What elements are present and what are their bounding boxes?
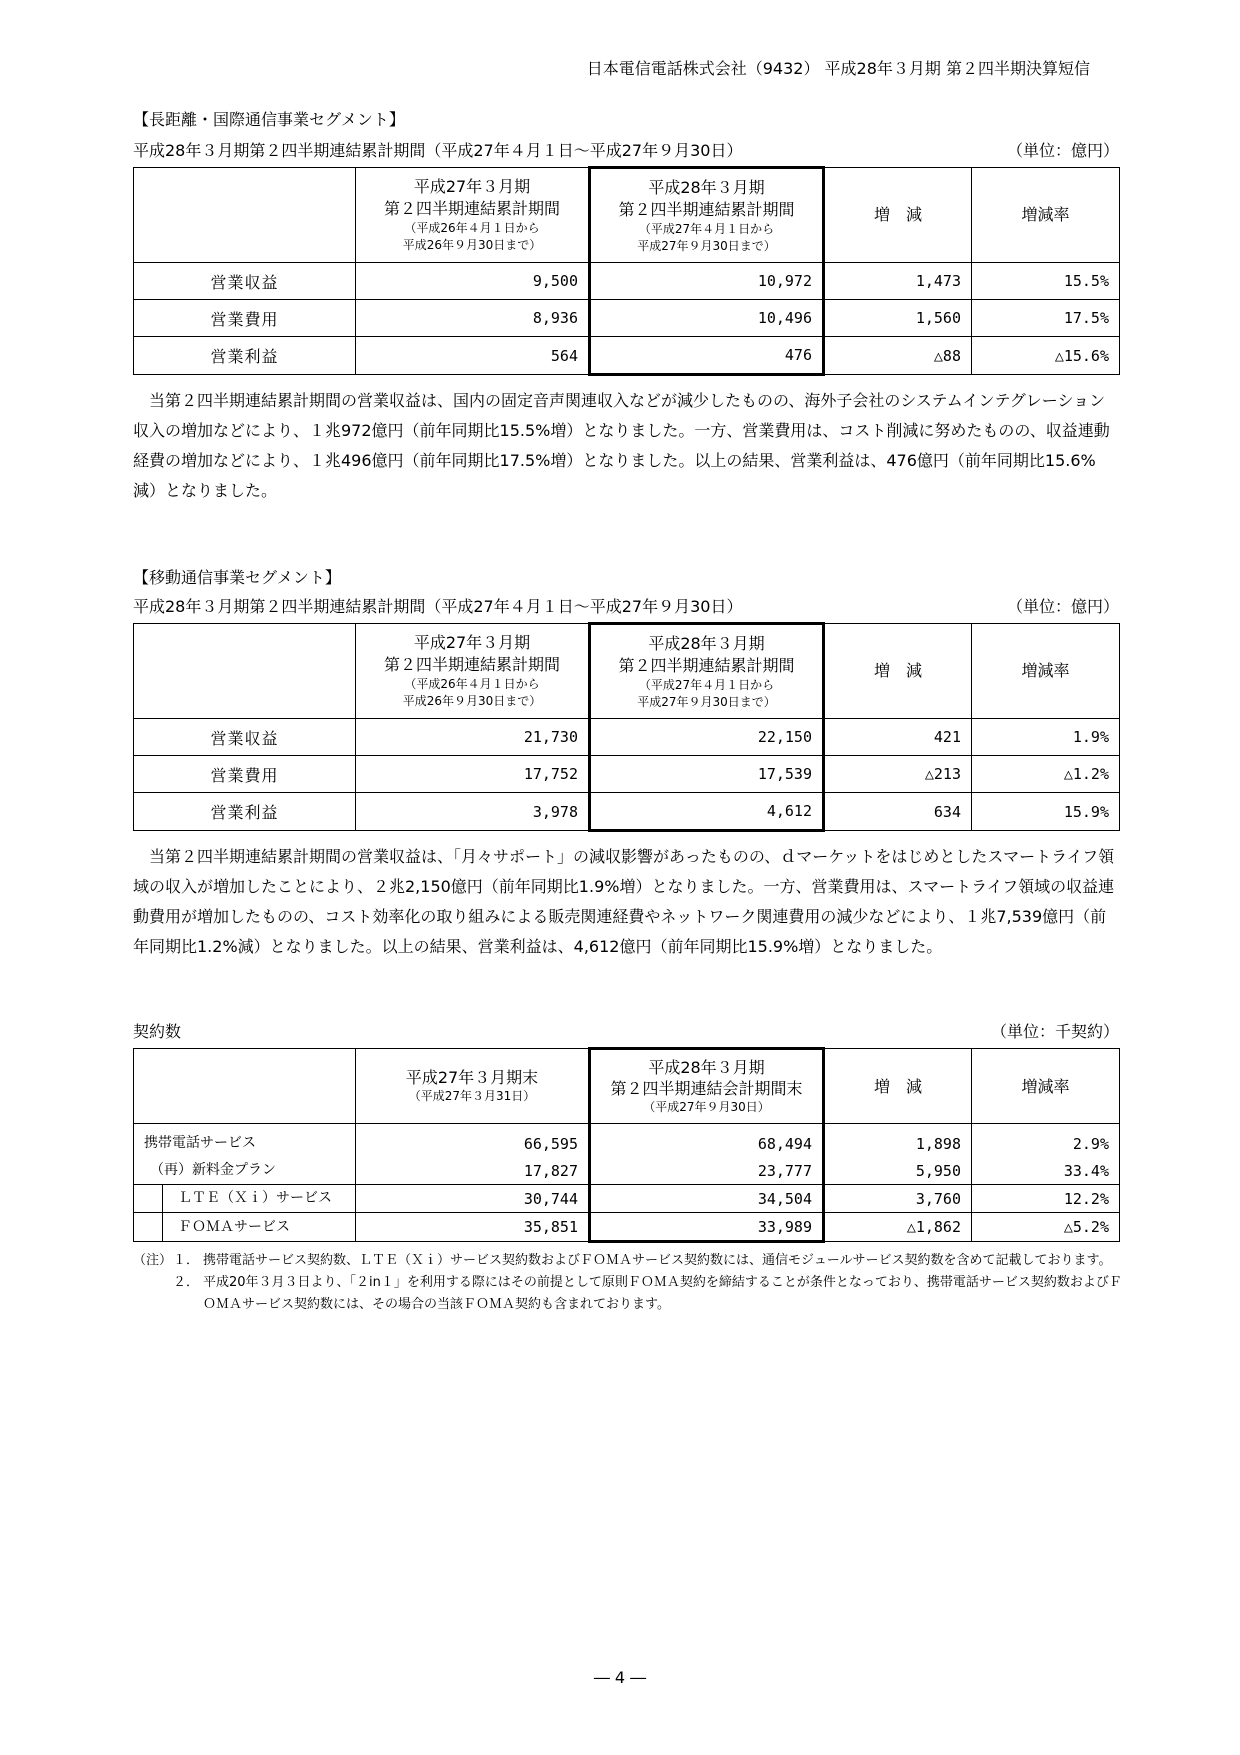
cell-prev: 21,730: [356, 719, 590, 756]
cell-change: 1,473: [824, 263, 972, 300]
cell-change: 421: [824, 719, 972, 756]
cell-cur: 68,494: [590, 1124, 824, 1158]
column-prev-period: 平成27年３月期 第２四半期連結累計期間 （平成26年４月１日から 平成26年９月30日まで）: [356, 168, 590, 263]
footnote-prefix: （注）: [133, 1253, 173, 1268]
cell-change: △1,862: [824, 1213, 972, 1242]
cell-rate: △1.2%: [972, 756, 1120, 793]
cell-cur: 23,777: [590, 1157, 824, 1185]
table-row: [134, 1157, 1120, 1185]
contracts-table: [133, 1047, 1120, 1243]
table-row: [134, 793, 1120, 831]
row-label: 営業収益: [134, 719, 356, 756]
cell-prev: 564: [356, 337, 590, 375]
document-header: 日本電信電話株式会社（9432） 平成28年３月期 第２四半期決算短信: [586, 59, 1090, 78]
column-prev-period: 平成27年３月期 第２四半期連結累計期間 （平成26年４月１日から 平成26年９月30日まで）: [356, 624, 590, 719]
cell-rate: △15.6%: [972, 337, 1120, 375]
footnotes: [133, 1250, 1123, 1316]
column-rate: 増減率: [972, 1049, 1120, 1124]
cell-rate: 2.9%: [972, 1124, 1120, 1158]
column-change: 増 減: [824, 1049, 972, 1124]
segment2-paragraph: 当第２四半期連結累計期間の営業収益は、「月々サポート」の減収影響があったものの、ｄマーケットをはじめとしたスマートライフ領域の収入が増加したことにより、２兆2,150億円（前年同期比1.9%増）となりました。一方、営業費用は、スマートライフ領域の収益連動費用が増加したものの、コスト効率化の取り組みによる販売関連経費やネットワーク関連費用の減少などにより、１兆7,539億円（前年同期比1.2%減）となりました。以上の結果、営業利益は、4,612億円（前年同期比15.9%増）となりました。: [133, 847, 1115, 956]
segment2-title: 【移動通信事業セグメント】: [133, 568, 341, 587]
cell-prev: 17,827: [356, 1157, 590, 1185]
cell-prev: 30,744: [356, 1185, 590, 1213]
header-blank: [134, 1049, 356, 1124]
table-row: [134, 1185, 1120, 1213]
cell-rate: 15.5%: [972, 263, 1120, 300]
cell-prev: 17,752: [356, 756, 590, 793]
contracts-unit: （単位：千契約）: [990, 1022, 1119, 1041]
segment2-unit: （単位：億円）: [1006, 597, 1119, 616]
cell-prev: 3,978: [356, 793, 590, 831]
cell-change: 5,950: [824, 1157, 972, 1185]
header-blank: [134, 168, 356, 263]
row-label: ＦＯＭＡサービス: [134, 1213, 356, 1242]
table-row: [134, 1213, 1120, 1242]
segment1-period: 平成28年３月期第２四半期連結累計期間（平成27年４月１日～平成27年９月30日）: [133, 141, 743, 160]
column-prev-period: 平成27年３月期末 （平成27年３月31日）: [356, 1049, 590, 1124]
segment1-table: [133, 166, 1120, 376]
table-row: [134, 300, 1120, 337]
cell-prev: 8,936: [356, 300, 590, 337]
cell-cur: 33,989: [590, 1213, 824, 1242]
table-row: [134, 1124, 1120, 1158]
cell-cur: 476: [590, 337, 824, 375]
row-label: 営業収益: [134, 263, 356, 300]
footnote-item: [133, 1272, 1123, 1316]
row-label: 営業費用: [134, 756, 356, 793]
column-current-period: 平成28年３月期 第２四半期連結累計期間 （平成27年４月１日から 平成27年９月30日まで）: [590, 624, 824, 719]
column-rate: 増減率: [972, 624, 1120, 719]
footnote-item: [133, 1250, 1123, 1272]
cell-change: △88: [824, 337, 972, 375]
cell-change: 3,760: [824, 1185, 972, 1213]
cell-cur: 34,504: [590, 1185, 824, 1213]
header-blank: [134, 624, 356, 719]
segment2-period: 平成28年３月期第２四半期連結累計期間（平成27年４月１日～平成27年９月30日）: [133, 597, 743, 616]
segment2-table: [133, 622, 1120, 832]
row-label: ＬＴＥ（Ｘｉ）サービス: [134, 1185, 356, 1213]
table-row: [134, 756, 1120, 793]
segment1-unit: （単位：億円）: [1006, 141, 1119, 160]
row-label: 営業利益: [134, 337, 356, 375]
cell-cur: 4,612: [590, 793, 824, 831]
page-number: ― 4 ―: [593, 1668, 647, 1687]
segment1-title: 【長距離・国際通信事業セグメント】: [133, 110, 405, 129]
footnote-text: 平成20年３月３日より、「２in１」を利用する際にはその前提として原則ＦＯＭＡ契約を締結することが条件となっており、携帯電話サービス契約数およびＦＯＭＡサービス契約数には、その場合の当該ＦＯＭＡ契約も含まれております。: [203, 1275, 1122, 1312]
cell-change: 634: [824, 793, 972, 831]
footnote-number: １．: [173, 1253, 200, 1268]
cell-cur: 17,539: [590, 756, 824, 793]
column-change: 増 減: [824, 168, 972, 263]
cell-rate: 1.9%: [972, 719, 1120, 756]
cell-prev: 66,595: [356, 1124, 590, 1158]
cell-rate: △5.2%: [972, 1213, 1120, 1242]
footnote-number: ２．: [173, 1275, 200, 1290]
cell-prev: 35,851: [356, 1213, 590, 1242]
row-label: 営業利益: [134, 793, 356, 831]
cell-cur: 10,972: [590, 263, 824, 300]
footnote-text: 携帯電話サービス契約数、ＬＴＥ（Ｘｉ）サービス契約数およびＦＯＭＡサービス契約数には、通信モジュールサービス契約数を含めて記載しております。: [203, 1253, 1112, 1268]
cell-change: △213: [824, 756, 972, 793]
table-row: [134, 719, 1120, 756]
cell-prev: 9,500: [356, 263, 590, 300]
cell-cur: 10,496: [590, 300, 824, 337]
cell-change: 1,898: [824, 1124, 972, 1158]
row-label: （再）新料金プラン: [134, 1157, 356, 1185]
table-row: [134, 263, 1120, 300]
cell-cur: 22,150: [590, 719, 824, 756]
column-rate: 増減率: [972, 168, 1120, 263]
table-row: [134, 337, 1120, 375]
row-label: 携帯電話サービス: [134, 1124, 356, 1158]
cell-rate: 12.2%: [972, 1185, 1120, 1213]
row-label: 営業費用: [134, 300, 356, 337]
cell-rate: 15.9%: [972, 793, 1120, 831]
cell-rate: 33.4%: [972, 1157, 1120, 1185]
segment1-paragraph: 当第２四半期連結累計期間の営業収益は、国内の固定音声関連収入などが減少したものの、海外子会社のシステムインテグレーション収入の増加などにより、１兆972億円（前年同期比15.5%増）となりました。一方、営業費用は、コスト削減に努めたものの、収益連動経費の増加などにより、１兆496億円（前年同期比17.5%増）となりました。以上の結果、営業利益は、476億円（前年同期比15.6%減）となりました。: [133, 391, 1110, 500]
column-change: 増 減: [824, 624, 972, 719]
cell-rate: 17.5%: [972, 300, 1120, 337]
column-current-period: 平成28年３月期 第２四半期連結会計期間末 （平成27年９月30日）: [590, 1049, 824, 1124]
cell-change: 1,560: [824, 300, 972, 337]
column-current-period: 平成28年３月期 第２四半期連結累計期間 （平成27年４月１日から 平成27年９月30日まで）: [590, 168, 824, 263]
contracts-title: 契約数: [133, 1022, 182, 1041]
